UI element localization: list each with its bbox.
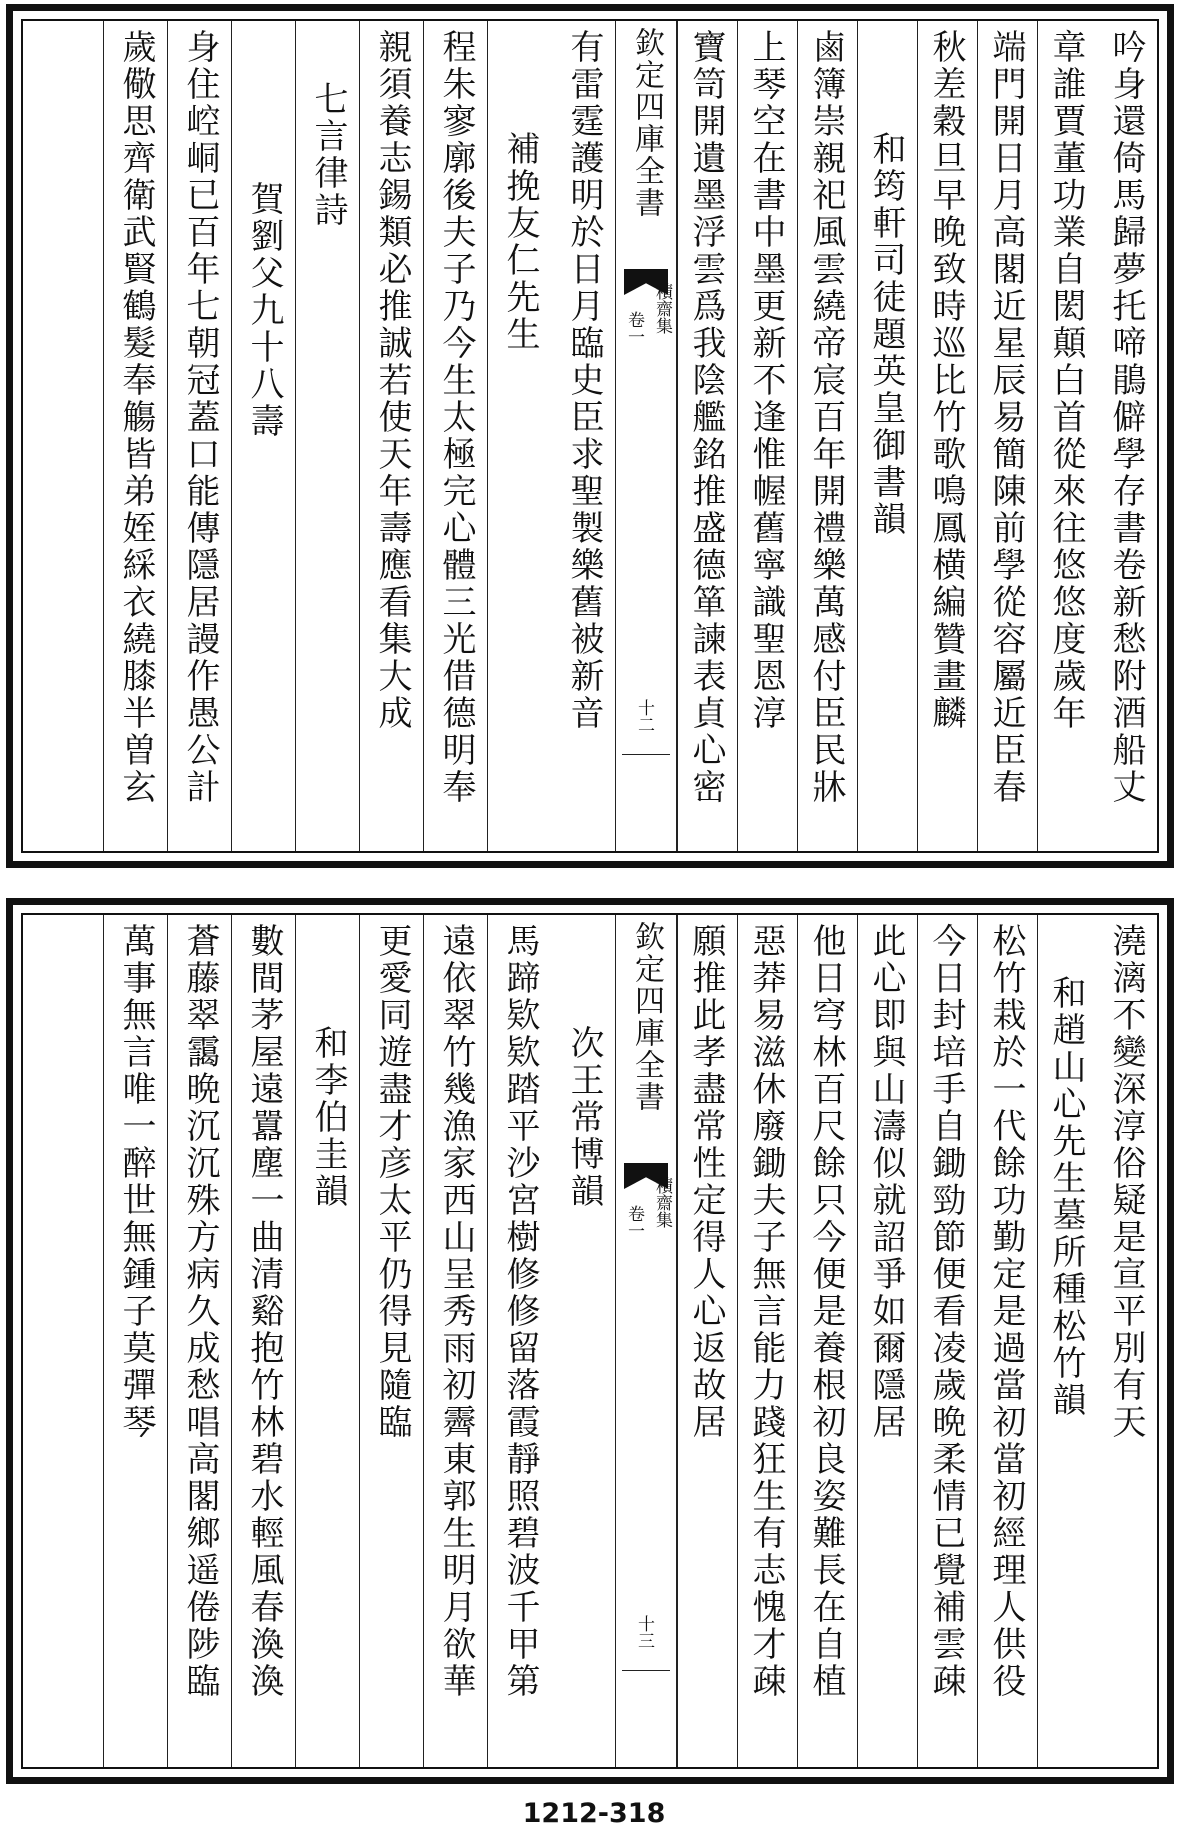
folio-divider (622, 1670, 670, 1671)
text-column: 身住崆峒已百年七朝冠蓋口能傳隱居謾作愚公計 (167, 21, 231, 851)
collection-title: 積齋集 (652, 283, 672, 334)
text-column: 親須養志錫類必推誠若使天年壽應看集大成 (359, 21, 423, 851)
text-column: 程朱寥廓後夫子乃今生太極完心體三光借德明奉 (423, 21, 487, 851)
volume-label: 卷一 (624, 1205, 644, 1239)
poem-title-column: 補挽友仁先生 (487, 21, 551, 851)
text-column: 歲儆思齊衛武賢鶴髮奉觴皆弟姪綵衣繞膝半曽玄 (103, 21, 167, 851)
page-bottom (6, 898, 1174, 1784)
text-column: 端門開日月高閣近星辰易簡陳前學從容屬近臣春 (977, 21, 1037, 851)
poem-title-column: 和趙山心先生墓所種松竹韻 (1037, 915, 1097, 1767)
poem-title-column: 次王常博韻 (564, 1025, 604, 1210)
text-column: 澆漓不變深淳俗疑是宣平別有天 (1106, 923, 1146, 1441)
text-column: 更愛同遊盡才彦太平仍得見隨臨 (359, 915, 423, 1767)
text-column: 惡莽易滋休廢鋤夫子無言能力踐狂生有志愧才疎 (737, 915, 797, 1767)
page-top (6, 4, 1174, 868)
text-column: 馬蹄欵欵踏平沙宮樹修修留落霞靜照碧波千甲第 (487, 915, 551, 1767)
text-column: 他日穹林百尺餘只今便是養根初良姿難長在自植 (797, 915, 857, 1767)
center-fold-header (615, 915, 677, 1767)
text-column: 上琴空在書中墨更新不逢惟幄舊寧識聖恩淳 (737, 21, 797, 851)
text-column: 鹵簿崇親祀風雲繞帝宸百年開禮樂萬感付臣民牀 (797, 21, 857, 851)
poem-title-column: 和筠軒司徒題英皇御書韻 (857, 21, 917, 851)
poem-title-column: 和李伯圭韻 (295, 915, 359, 1767)
book-title: 欽定四庫全書 (629, 921, 664, 1113)
volume-label: 卷一 (624, 311, 644, 345)
text-column: 願推此孝盡常性定得人心返故居 (677, 915, 737, 1767)
center-fold-header (615, 21, 677, 851)
poem-title-column: 賀劉父九十八壽 (231, 21, 295, 851)
text-column: 吟身還倚馬歸夢托啼鵑僻學存書卷新愁附酒船丈 (1106, 29, 1146, 806)
page-top-frame (21, 19, 1159, 853)
page-bottom-frame (21, 913, 1159, 1769)
text-column: 數間茅屋遠囂塵一曲清谿抱竹林碧水輕風春渙渙 (231, 915, 295, 1767)
text-column: 章誰賈董功業自閎顛白首從來往悠悠度歲年 (1037, 21, 1097, 851)
text-column: 萬事無言唯一醉世無鍾子莫彈琴 (103, 915, 167, 1767)
book-title: 欽定四庫全書 (629, 27, 664, 219)
folio-number: 十三 (634, 1615, 654, 1649)
text-column: 今日封培手自鋤勁節便看凌歲晩柔情已覺補雲疎 (917, 915, 977, 1767)
text-column: 松竹栽於一代餘功勤定是過當初當初經理人供役 (977, 915, 1037, 1767)
text-column: 寶笥開遺墨浮雲爲我陰艦銘推盛德箪諫表貞心密 (677, 21, 737, 851)
page-number: 1212-318 (522, 1798, 666, 1829)
text-column: 遠依翠竹幾漁家西山呈秀雨初霽東郭生明月欲華 (423, 915, 487, 1767)
folio-number: 十二 (634, 699, 654, 733)
folio-divider (622, 754, 670, 755)
text-column: 此心即與山濤似就詔爭如爾隱居 (857, 915, 917, 1767)
section-heading-column: 七言律詩 (295, 21, 359, 851)
text-column: 有雷霆護明於日月臨史臣求聖製樂舊被新音 (564, 29, 604, 732)
text-column: 秋差穀旦早晚致時巡比竹歌鳴鳳横編贊畫麟 (917, 21, 977, 851)
text-column: 蒼藤翠靄晩沉沉殊方病久成愁唱高閣鄉遥倦陟臨 (167, 915, 231, 1767)
collection-title: 積齋集 (652, 1177, 672, 1228)
